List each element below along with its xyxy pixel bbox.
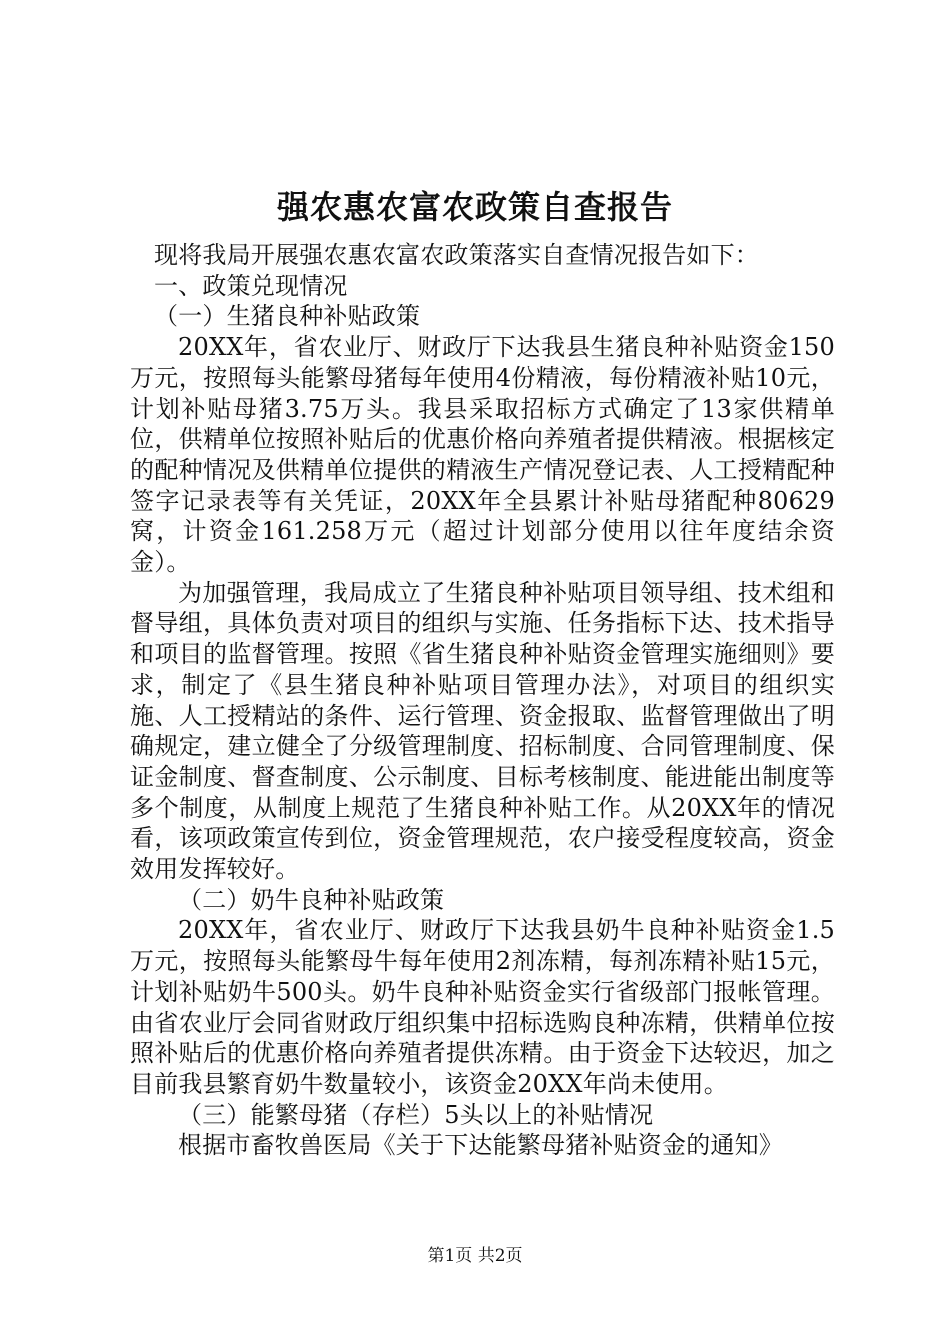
intro-paragraph: 现将我局开展强农惠农富农政策落实自查情况报告如下：: [154, 241, 759, 269]
paragraph-cattle-funding: 20XX年，省农业厅、财政厅下达我县奶牛良种补贴资金1.5万元，按照每头能繁母牛每年使用2剂冻精，每剂冻精补贴15元，计划补贴奶牛500头。奶牛良种补贴资金实行省级部门报帐管理。由省农业厅会同省财政厅组织集中招标选购良种冻精，供精单位按照补贴后的优惠价格向养殖者提供冻精。由于资金下达较迟，加之目前我县繁育奶牛数量较小，该资金20XX年尚未使用。: [130, 916, 835, 1098]
paragraph-sow-subsidy: 根据市畜牧兽医局《关于下达能繁母猪补贴资金的通知》: [178, 1131, 783, 1160]
subsection-heading-cattle: （二）奶牛良种补贴政策: [178, 885, 445, 914]
document-body: [130, 240, 835, 1161]
subsection-heading-sow-subsidy: （三）能繁母猪（存栏）5头以上的补贴情况: [178, 1100, 654, 1129]
page-footer: 第1页 共2页: [427, 1246, 523, 1266]
subsection-heading-pig: （一）生猪良种补贴政策: [154, 302, 421, 331]
document-title: 强农惠农富农政策自查报告: [276, 188, 673, 226]
section-heading-policy: 一、政策兑现情况: [154, 271, 348, 300]
paragraph-pig-management: 为加强管理，我局成立了生猪良种补贴项目领导组、技术组和督导组，具体负责对项目的组织与实施、任务指标下达、技术指导和项目的监督管理。按照《省生猪良种补贴资金管理实施细则》要求，制定了《县生猪良种补贴项目管理办法》，对项目的组织实施、人工授精站的条件、运行管理、资金报取、监督管理做出了明确规定，建立健全了分级管理制度、招标制度、合同管理制度、保证金制度、督查制度、公示制度、目标考核制度、能进能出制度等多个制度，从制度上规范了生猪良种补贴工作。从20XX年的情况看，该项政策宣传到位，资金管理规范，农户接受程度较高，资金效用发挥较好。: [130, 578, 835, 884]
paragraph-pig-funding: 20XX年，省农业厅、财政厅下达我县生猪良种补贴资金150万元，按照每头能繁母猪每年使用4份精液，每份精液补贴10元，计划补贴母猪3.75万头。我县采取招标方式确定了13家供精单位，供精单位按照补贴后的优惠价格向养殖者提供精液。根据核定的配种情况及供精单位提供的精液生产情况登记表、人工授精配种签字记录表等有关凭证，20XX年全县累计补贴母猪配种80629窝，计资金161.258万元（超过计划部分使用以往年度结余资金）。: [130, 333, 835, 577]
